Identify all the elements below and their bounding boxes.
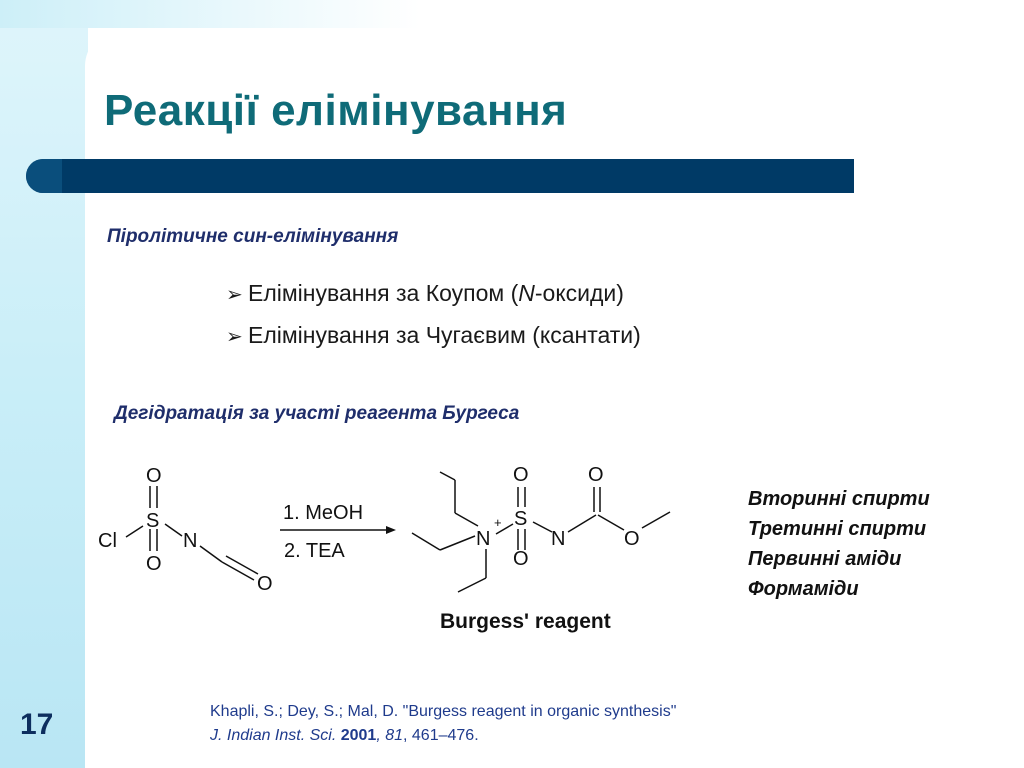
slide-title: Реакції елімінування [104,86,568,135]
page-number: 17 [20,708,54,741]
substrate-item: Вторинні спирти [748,488,930,510]
arrow-bullet-icon: ➢ [226,284,243,306]
product-charge: + [494,515,502,530]
condition-step1: 1. MeOH [283,502,364,524]
product-atoms [476,464,640,570]
atom-o-top: O [146,465,162,487]
citation-volume: 81 [385,727,404,744]
reaction-arrow [280,526,396,534]
substrate-item: Формаміди [748,578,859,600]
atom-o-end: O [257,573,273,595]
bullet-chugaev-text: Елімінування за Чугаєвим (ксантати) [248,322,641,348]
bullet-cope-italic: N [518,280,535,306]
substrate-list [748,484,930,604]
product-atom-s: S [514,508,528,530]
atom-o-bottom: O [146,553,162,575]
bullet-cope-prefix: Елімінування за Коупом ( [248,280,519,306]
citation-source [210,724,676,748]
atom-s: S [146,510,160,532]
burgess-heading: Дегідратація за участі реагента Бургеса [114,403,520,424]
citation-authors-title: Khapli, S.; Dey, S.; Mal, D. "Burgess reagent in organic synthesis" [210,703,677,720]
citation-pages: , 461–476. [403,727,479,744]
product-atom-o-s-bottom: O [513,548,529,570]
citation [210,700,676,748]
condition-step2: 2. TEA [284,540,345,562]
bullet-cope-suffix: -оксиди) [534,280,624,306]
atom-n: N [183,530,198,552]
substrate-item: Первинні аміди [748,548,902,570]
product-atom-n: N [476,528,491,550]
product-label: Burgess' reagent [440,610,611,633]
citation-year: 2001 [340,727,377,744]
citation-journal: J. Indian Inst. Sci. [210,727,337,744]
product-atom-o-c-top: O [588,464,604,486]
product-atom-o-s-top: O [513,464,529,486]
reaction-conditions [283,502,363,562]
product-atom-o-ester: O [624,528,640,550]
atom-cl: Cl [98,530,117,552]
arrow-bullet-icon: ➢ [226,326,243,348]
substrate-item: Третинні спирти [748,518,927,540]
citation-sep: , [376,727,386,744]
product-atom-n2: N [551,528,566,550]
pyrolytic-heading: Піролітичне син-елімінування [107,226,399,247]
